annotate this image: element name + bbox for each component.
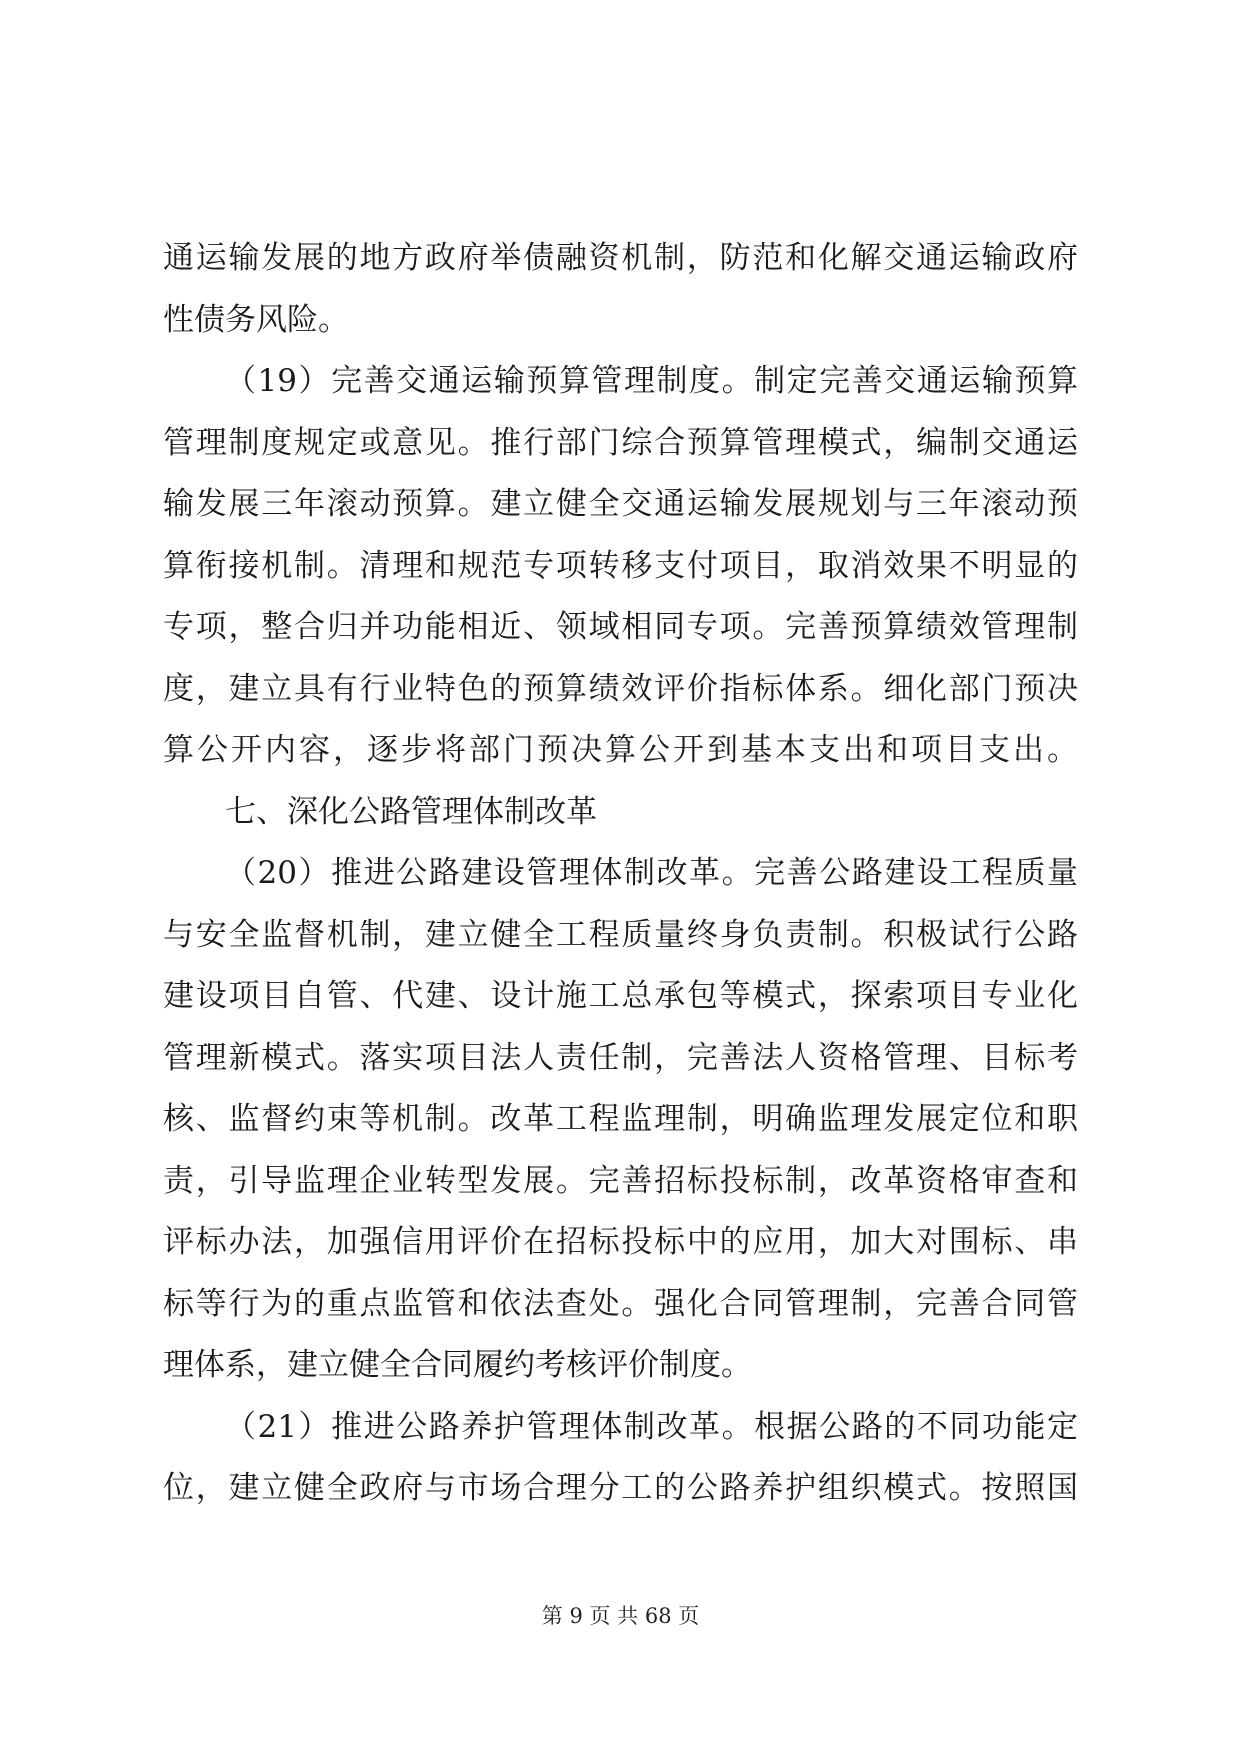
text-line: 输发展三年滚动预算。建立健全交通运输发展规划与三年滚动预	[163, 486, 1078, 522]
text-line: 算衔接机制。清理和规范专项转移支付项目，取消效果不明显的	[163, 547, 1078, 584]
paragraph	[163, 843, 1078, 1397]
text-line: （19）完善交通运输预算管理制度。制定完善交通运输预算	[225, 363, 1078, 399]
text-line: 位，建立健全政府与市场合理分工的公路养护组织模式。按照国	[163, 1470, 1078, 1506]
text-line: 七、深化公路管理体制改革	[225, 793, 597, 830]
document-body	[163, 228, 1078, 1520]
text-line: 标等行为的重点监管和依法查处。强化合同管理制，完善合同管	[163, 1285, 1078, 1322]
text-line: 理体系，建立健全合同履约考核评价制度。	[163, 1347, 752, 1383]
paragraph	[163, 1397, 1078, 1520]
text-line: 建设项目自管、代建、设计施工总承包等模式，探索项目专业化	[163, 978, 1078, 1014]
section-heading	[163, 782, 1078, 844]
text-line: 与安全监督机制，建立健全工程质量终身负责制。积极试行公路	[163, 916, 1078, 953]
text-line: （21）推进公路养护管理体制改革。根据公路的不同功能定	[225, 1408, 1078, 1445]
text-line: 评标办法，加强信用评价在招标投标中的应用，加大对围标、串	[163, 1224, 1078, 1260]
paragraph	[163, 351, 1078, 782]
text-line: 管理制度规定或意见。推行部门综合预算管理模式，编制交通运	[163, 424, 1078, 461]
paragraph	[163, 228, 1078, 351]
page-number: 第 9 页 共 68 页	[541, 1604, 700, 1628]
text-line: 算公开内容，逐步将部门预决算公开到基本支出和项目支出。	[163, 732, 1078, 768]
text-line: 专项，整合归并功能相近、领域相同专项。完善预算绩效管理制	[163, 609, 1078, 645]
text-line: （20）推进公路建设管理体制改革。完善公路建设工程质量	[225, 855, 1078, 891]
text-line: 性债务风险。	[163, 301, 349, 338]
page-footer	[0, 1600, 1241, 1630]
text-line: 度，建立具有行业特色的预算绩效评价指标体系。细化部门预决	[163, 670, 1078, 707]
text-line: 责，引导监理企业转型发展。完善招标投标制，改革资格审查和	[163, 1162, 1078, 1199]
text-line: 通运输发展的地方政府举债融资机制，防范和化解交通运输政府	[163, 240, 1078, 276]
text-line: 核、监督约束等机制。改革工程监理制，明确监理发展定位和职	[163, 1101, 1078, 1137]
text-line: 管理新模式。落实项目法人责任制，完善法人资格管理、目标考	[163, 1039, 1078, 1076]
